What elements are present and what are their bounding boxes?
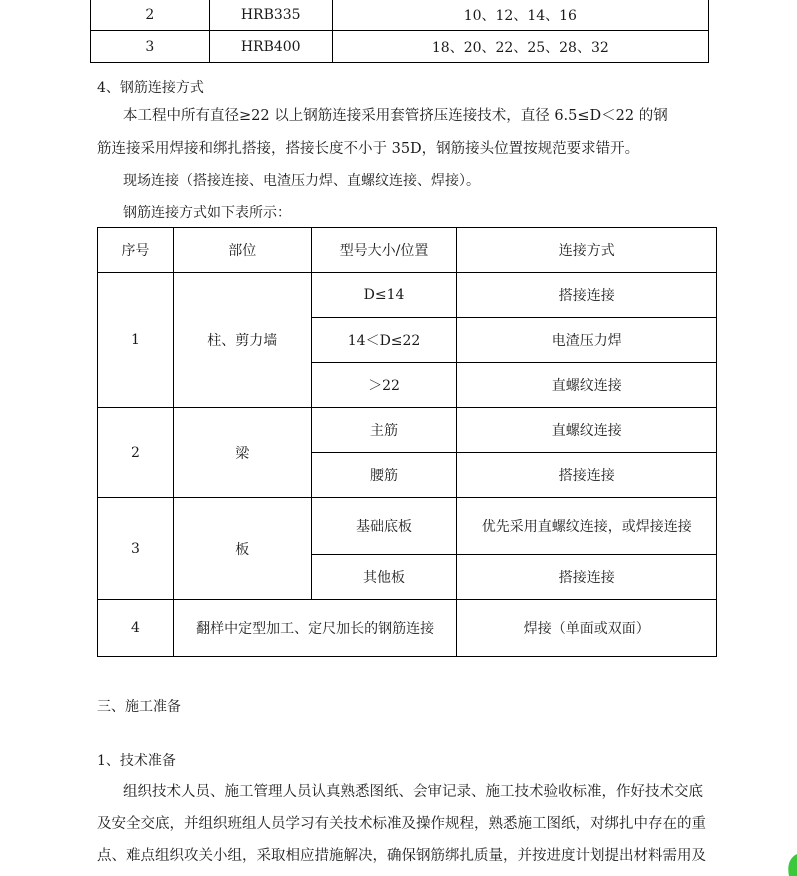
row-number: 3 (91, 31, 210, 63)
paragraph-line: 及安全交底，并组织班组人员学习有关技术标准及操作规程，熟悉施工图纸，对绑扎中存在的重 (97, 816, 706, 832)
steel-grade: HRB400 (209, 31, 332, 63)
method-cell: 直螺纹连接 (457, 408, 717, 453)
size-cell: 14＜D≤22 (311, 318, 457, 363)
table-row (98, 498, 717, 555)
part-cell: 梁 (173, 408, 311, 498)
diameter-list: 10、12、14、16 (332, 0, 708, 31)
header-cell: 序号 (98, 228, 174, 273)
method-cell: 优先采用直螺纹连接，或焊接连接 (457, 498, 717, 555)
method-cell: 搭接连接 (457, 453, 717, 498)
paragraph-line: 钢筋连接方式如下表所示： (123, 205, 291, 221)
table-row (91, 31, 709, 63)
table-header-row (98, 228, 717, 273)
part-cell: 板 (173, 498, 311, 600)
paragraph-line: 组织技术人员、施工管理人员认真熟悉图纸、会审记录、施工技术验收标准，作好技术交底 (123, 784, 703, 800)
method-cell: 直螺纹连接 (457, 363, 717, 408)
method-cell: 搭接连接 (457, 555, 717, 600)
method-cell: 搭接连接 (457, 273, 717, 318)
size-cell: 主筋 (311, 408, 457, 453)
row-number: 2 (98, 408, 174, 498)
row-number: 2 (91, 0, 210, 31)
header-cell: 连接方式 (457, 228, 717, 273)
diameter-list: 18、20、22、25、28、32 (332, 31, 708, 63)
part-cell: 柱、剪力墙 (173, 273, 311, 408)
paragraph-line: 本工程中所有直径≥22 以上钢筋连接采用套管挤压连接技术，直径 6.5≤D＜22 的钢 (123, 108, 668, 124)
section-heading: 4、钢筋连接方式 (97, 80, 204, 96)
steel-grade-table (90, 0, 709, 63)
paragraph-line: 点、难点组织攻关小组，采取相应措施解决，确保钢筋绑扎质量，并按进度计划提出材料需用及 (97, 848, 706, 864)
row-number: 3 (98, 498, 174, 600)
size-cell: 基础底板 (311, 498, 457, 555)
size-cell: 腰筋 (311, 453, 457, 498)
corner-leaf-icon (783, 852, 797, 876)
table-row (98, 273, 717, 318)
section-heading: 三、施工准备 (97, 699, 181, 715)
size-cell: 其他板 (311, 555, 457, 600)
table-row (91, 0, 709, 31)
connection-method-table (97, 227, 717, 657)
paragraph-line: 现场连接（搭接连接、电渣压力焊、直螺纹连接、焊接）。 (123, 173, 480, 189)
size-cell: D≤14 (311, 273, 457, 318)
paragraph-line: 筋连接采用焊接和绑扎搭接，搭接长度不小于 35D，钢筋接头位置按规范要求错开。 (97, 141, 640, 157)
method-cell: 电渣压力焊 (457, 318, 717, 363)
table-row (98, 408, 717, 453)
header-cell: 型号大小/位置 (311, 228, 457, 273)
size-cell: ＞22 (311, 363, 457, 408)
subsection-heading: 1、技术准备 (97, 753, 176, 769)
row-number: 4 (98, 600, 174, 657)
steel-grade: HRB335 (209, 0, 332, 31)
row-number: 1 (98, 273, 174, 408)
method-cell: 焊接（单面或双面） (457, 600, 717, 657)
header-cell: 部位 (173, 228, 311, 273)
description-cell: 翻样中定型加工、定尺加长的钢筋连接 (173, 600, 457, 657)
table-row (98, 600, 717, 657)
